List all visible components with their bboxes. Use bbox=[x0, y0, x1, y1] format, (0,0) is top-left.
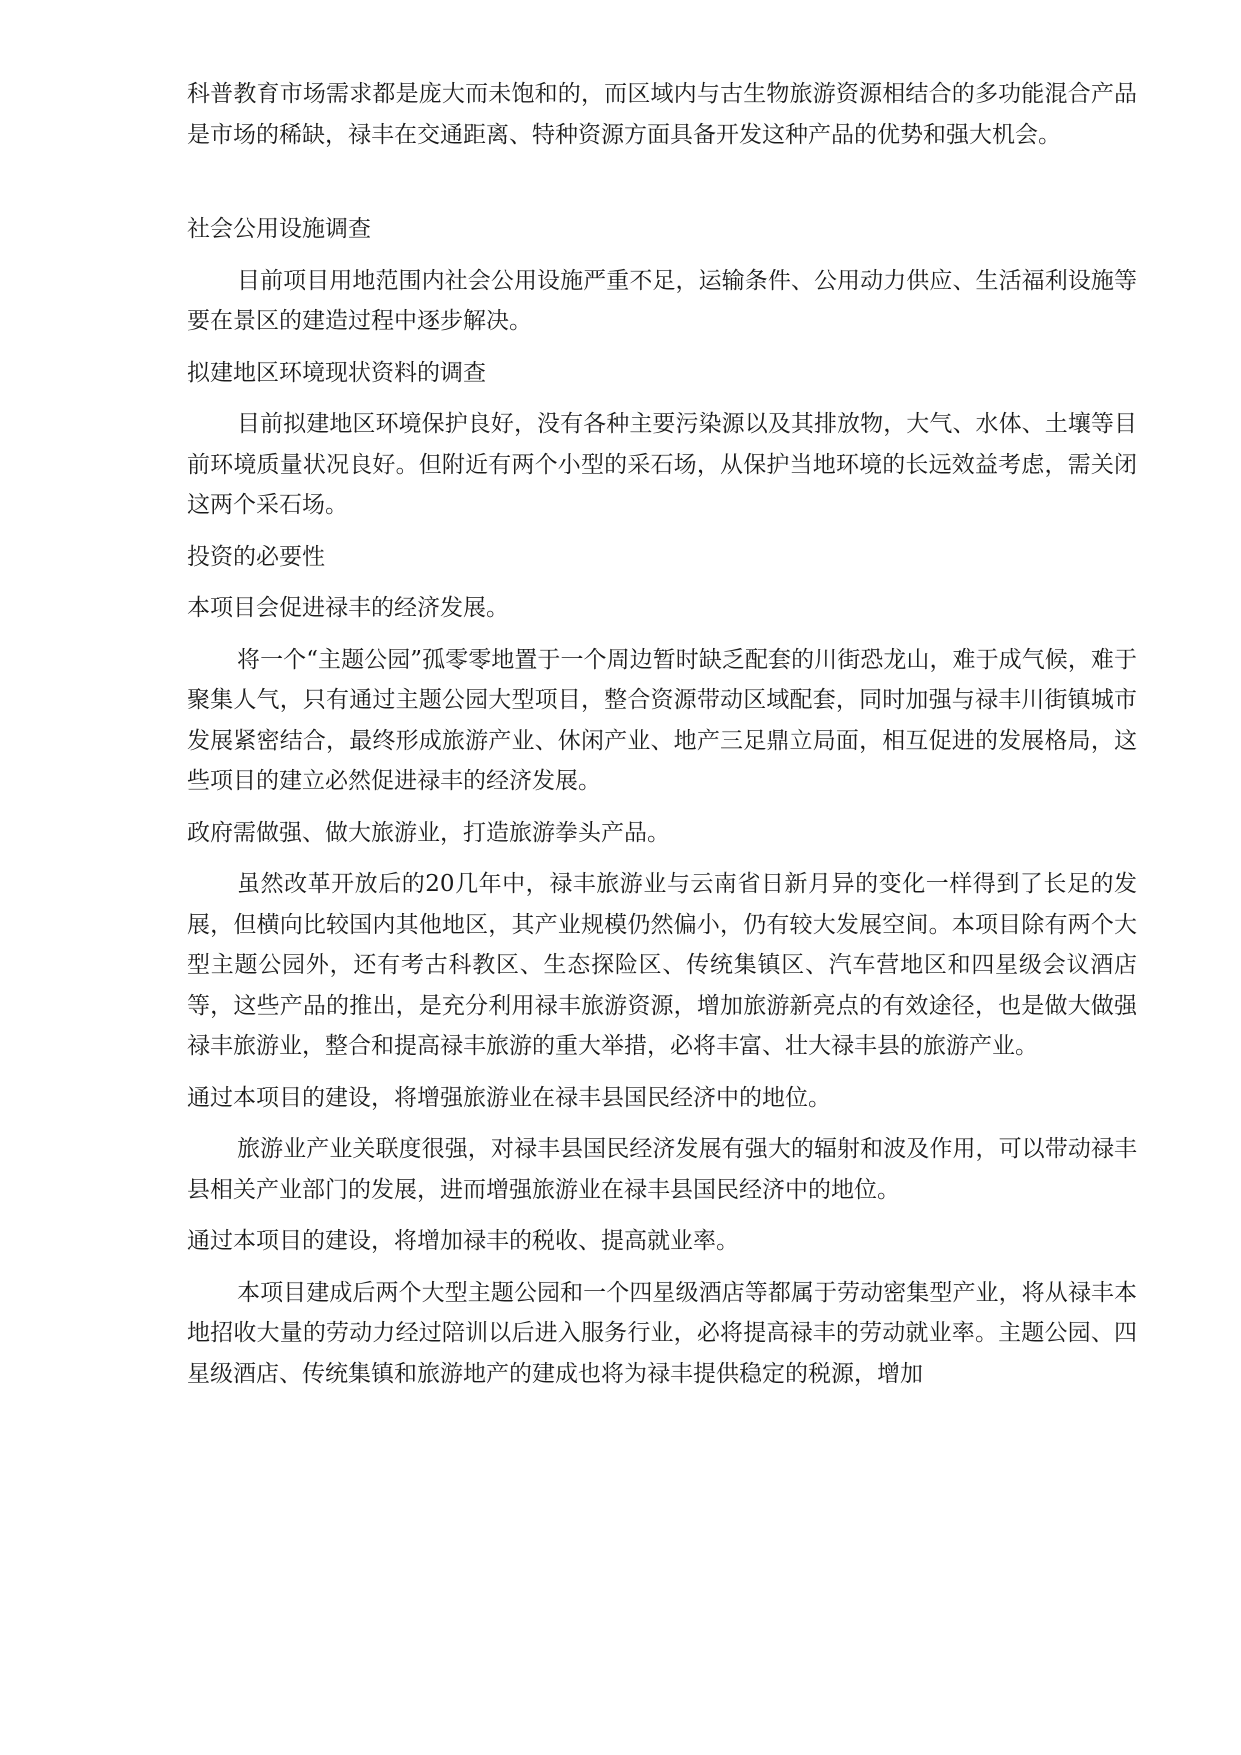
heading-environment: 拟建地区环境现状资料的调查 bbox=[187, 359, 486, 386]
heading-status: 通过本项目的建设，将增强旅游业在禄丰县国民经济中的地位。 bbox=[187, 1084, 831, 1111]
document-page bbox=[187, 74, 1137, 1405]
heading-tax: 通过本项目的建设，将增加禄丰的税收、提高就业率。 bbox=[187, 1228, 739, 1254]
paragraph-tax: 本项目建成后两个大型主题公园和一个四星级酒店等都属于劳动密集型产业，将从禄丰本地招收大量的劳动力经过陪训以后进入服务行业，必将提高禄丰的劳动就业率。主题公园、四星级酒店、传统集镇和旅游地产的建成也将为禄丰提供稳定的税源，增加 bbox=[187, 1279, 1137, 1387]
paragraph-status: 旅游业产业关联度很强，对禄丰县国民经济发展有强大的辐射和波及作用，可以带动禄丰县相关产业部门的发展，进而增强旅游业在禄丰县国民经济中的地位。 bbox=[187, 1136, 1137, 1203]
heading-public-facilities: 社会公用设施调查 bbox=[187, 216, 371, 242]
paragraph-public-facilities: 目前项目用地范围内社会公用设施严重不足，运输条件、公用动力供应、生活福利设施等要在景区的建造过程中逐步解决。 bbox=[187, 267, 1137, 334]
paragraph-tourism: 虽然改革开放后的20几年中，禄丰旅游业与云南省日新月异的变化一样得到了长足的发展，但横向比较国内其他地区，其产业规模仍然偏小，仍有较大发展空间。本项目除有两个大型主题公园外，还有考古科教区、生态探险区、传统集镇区、汽车营地区和四星级会议酒店等，这些产品的推出，是充分利用禄丰旅游资源，增加旅游新亮点的有效途径，也是做大做强禄丰旅游业，整合和提高禄丰旅游的重大举措，必将丰富、壮大禄丰县的旅游产业。 bbox=[187, 871, 1137, 1059]
paragraph-market-tail: 科普教育市场需求都是庞大而未饱和的，而区域内与古生物旅游资源相结合的多功能混合产品是市场的稀缺，禄丰在交通距离、特种资源方面具备开发这种产品的优势和强大机会。 bbox=[187, 81, 1137, 148]
heading-economy: 本项目会促进禄丰的经济发展。 bbox=[187, 595, 509, 621]
heading-necessity: 投资的必要性 bbox=[187, 543, 325, 570]
heading-tourism: 政府需做强、做大旅游业，打造旅游拳头产品。 bbox=[187, 819, 670, 846]
paragraph-environment: 目前拟建地区环境保护良好，没有各种主要污染源以及其排放物，大气、水体、土壤等目前环境质量状况良好。但附近有两个小型的采石场，从保护当地环境的长远效益考虑，需关闭这两个采石场。 bbox=[187, 411, 1137, 518]
paragraph-economy: 将一个“主题公园”孤零零地置于一个周边暂时缺乏配套的川街恐龙山，难于成气候，难于聚集人气，只有通过主题公园大型项目，整合资源带动区域配套，同时加强与禄丰川街镇城市发展紧密结合，最终形成旅游产业、休闲产业、地产三足鼎立局面，相互促进的发展格局，这些项目的建立必然促进禄丰的经济发展。 bbox=[187, 646, 1137, 794]
